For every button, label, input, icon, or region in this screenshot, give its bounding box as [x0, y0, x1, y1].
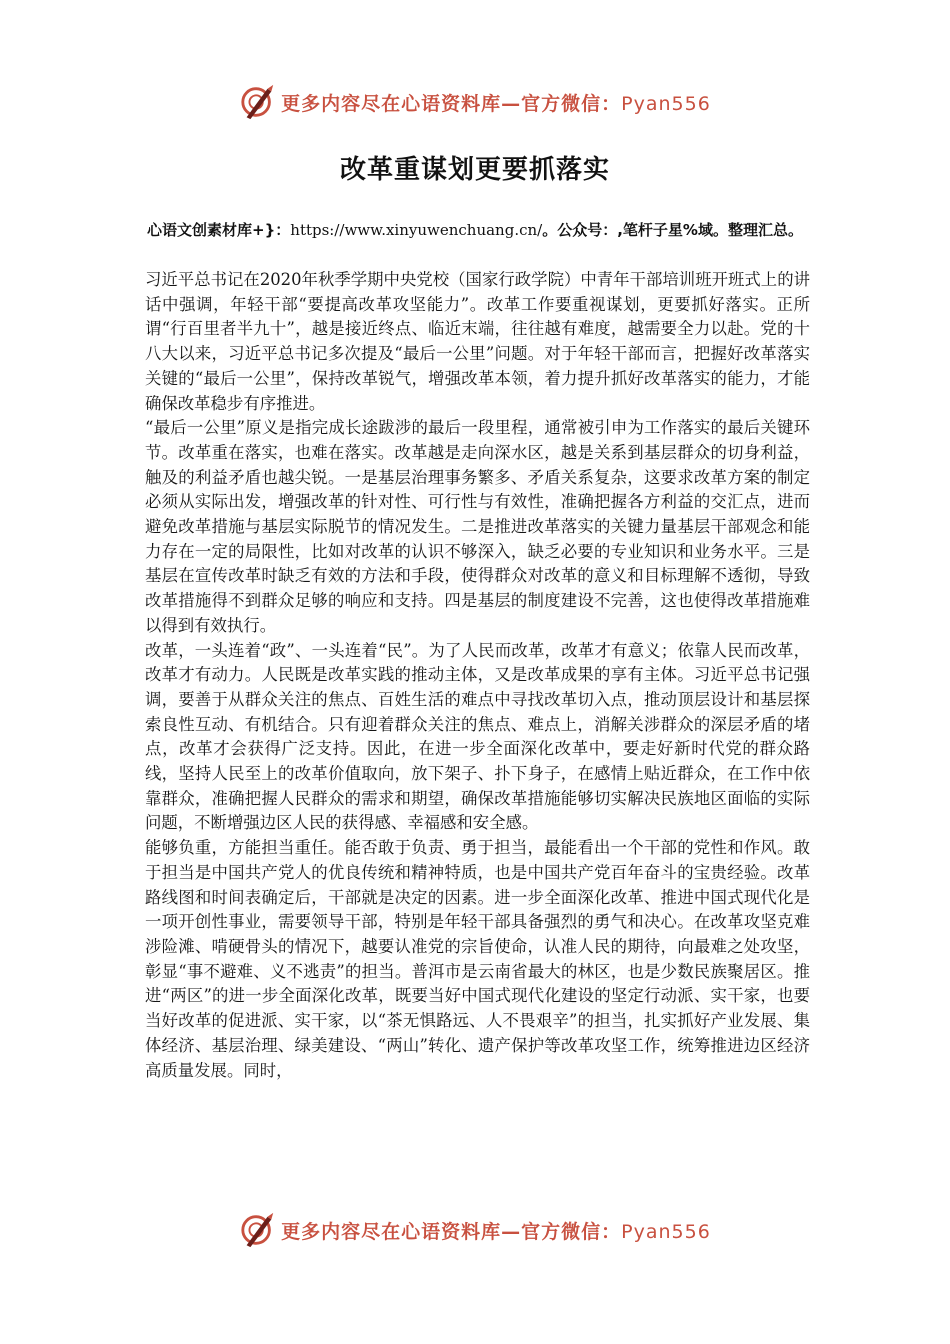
header-banner-text: 更多内容尽在心语资料库—官方微信：Pyan556 — [281, 92, 711, 115]
footer-banner-text: 更多内容尽在心语资料库—官方微信：Pyan556 — [281, 1220, 711, 1243]
paragraph-3: 改革，一头连着“政”、一头连着“民”。为了人民而改革，改革才有意义；依靠人民而改革，改革才有动力。人民既是改革实践的推动主体，又是改革成果的享有主体。习近平总书记强调，要善于从群众关注的焦点、百姓生活的难点中寻找改革切入点，推动顶层设计和基层探索良性互动、有机结合。只有迎着群众关注的焦点、难点上，消解关涉群众的深层矛盾的堵点，改革才会获得广泛支持。因此，在进一步全面深化改革中，要走好新时代党的群众路线，坚持人民至上的改革价值取向，放下架子、扑下身子，在感情上贴近群众，在工作中依靠群众，准确把握人民群众的需求和期望，确保改革措施能够切实解决民族地区面临的实际问题，不断增强边区人民的获得感、幸福感和安全感。 — [145, 640, 810, 833]
document-body — [145, 268, 810, 1083]
source-url: https://www.xinyuwenchuang.cn/ — [290, 221, 543, 239]
footer-banner — [0, 1208, 950, 1252]
paragraph-1: 习近平总书记在2020年秋季学期中央党校（国家行政学院）中青年干部培训班开班式上的讲话中强调，年轻干部“要提高改革攻坚能力”。改革工作要重视谋划，更要抓好落实。正所谓“行百里者半九十”，越是接近终点、临近末端，往往越有难度，越需要全力以赴。党的十八大以来，习近平总书记多次提及“最后一公里”问题。对于年轻干部而言，把握好改革落实关键的“最后一公里”，保持改革锐气，增强改革本领，着力提升抓好改革落实的能力，才能确保改革稳步有序推进。 — [145, 270, 810, 413]
pen-logo-icon — [239, 83, 277, 121]
document-title: 改革重谋划更要抓落实 — [339, 155, 610, 185]
source-attribution: 心语文创素材库+}：https://www.xinyuwenchuang.cn/。公众号：,笔杆子星%域。整理汇总。 — [147, 221, 803, 239]
pen-logo-icon — [239, 1211, 277, 1249]
paragraph-4: 能够负重，方能担当重任。能否敢于负责、勇于担当，最能看出一个干部的党性和作风。敢于担当是中国共产党人的优良传统和精神特质，也是中国共产党百年奋斗的宝贵经验。改革路线图和时间表确定后，干部就是决定的因素。进一步全面深化改革、推进中国式现代化是一项开创性事业，需要领导干部，特别是年轻干部具备强烈的勇气和决心。在改革攻坚克难涉险滩、啃硬骨头的情况下，越要认准党的宗旨使命，认准人民的期待，向最难之处攻坚，彰显“事不避难、义不逃责”的担当。普洱市是云南省最大的林区，也是少数民族聚居区。推进“两区”的进一步全面深化改革，既要当好中国式现代化建设的坚定行动派、实干家，也要当好改革的促进派、实干家，以“茶无惧路远、人不畏艰辛”的担当，扎实抓好产业发展、集体经济、基层治理、绿美建设、“两山”转化、遗产保护等改革攻坚工作，统筹推进边区经济高质量发展。同时， — [145, 838, 810, 1080]
footer-wechat-id: Pyan556 — [621, 1220, 711, 1243]
paragraph-2: “最后一公里”原义是指完成长途跋涉的最后一段里程，通常被引申为工作落实的最后关键环节。改革重在落实，也难在落实。改革越是走向深水区，越是关系到基层群众的切身利益，触及的利益矛盾也越尖锐。一是基层治理事务繁多、矛盾关系复杂，这要求改革方案的制定必须从实际出发，增强改革的针对性、可行性与有效性，准确把握各方利益的交汇点，进而避免改革措施与基层实际脱节的情况发生。二是推进改革落实的关键力量基层干部观念和能力存在一定的局限性，比如对改革的认识不够深入，缺乏必要的专业知识和业务水平。三是基层在宣传改革时缺乏有效的方法和手段，使得群众对改革的意义和目标理解不透彻，导致改革措施得不到群众足够的响应和支持。四是基层的制度建设不完善，这也使得改革措施难以得到有效执行。 — [145, 418, 810, 635]
header-wechat-id: Pyan556 — [621, 92, 711, 115]
header-banner — [0, 80, 950, 124]
